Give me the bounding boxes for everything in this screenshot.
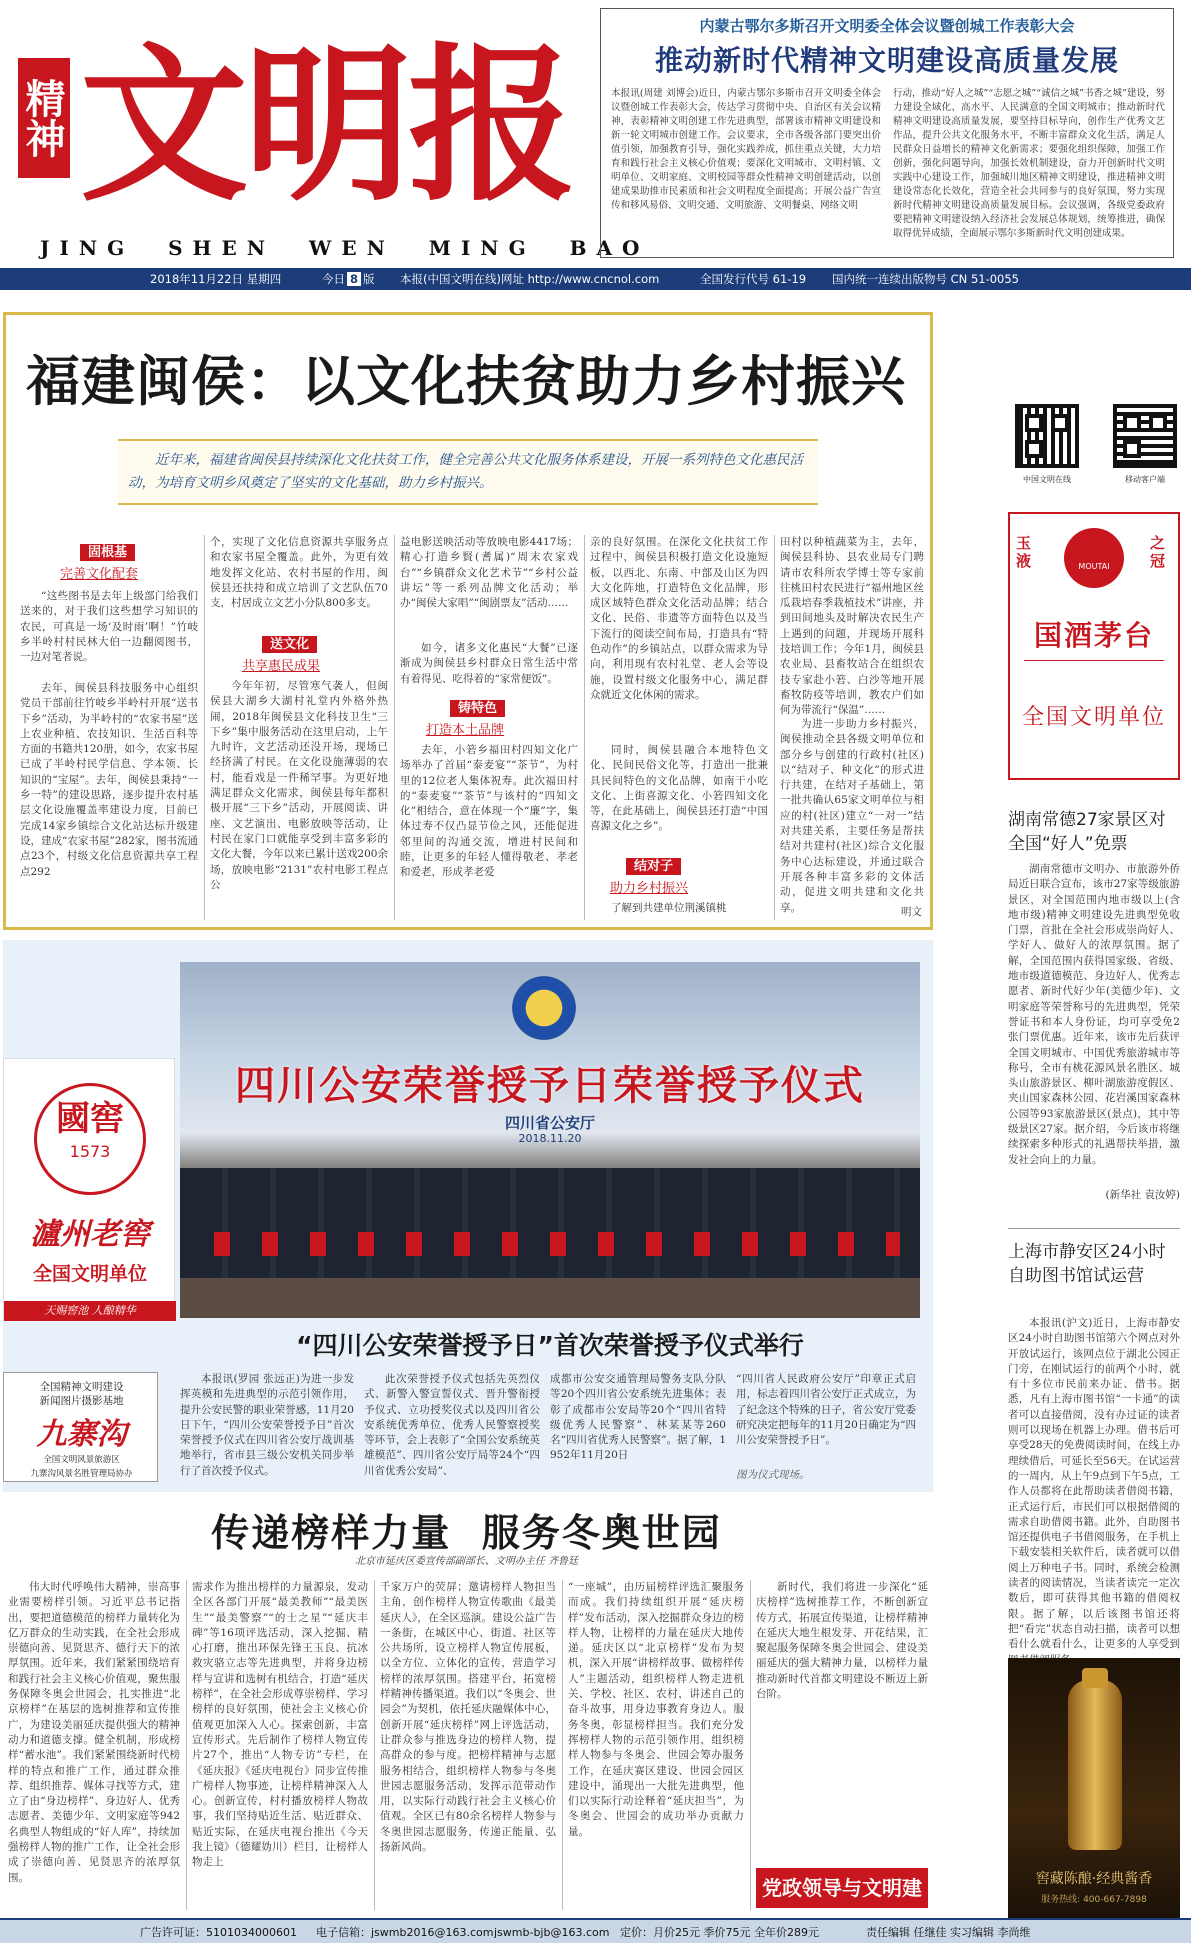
top-news-col2: 行动，推动“好人之城”“志愿之城”“诚信之城”书香之城”建设，努力建设全域化、高水平、人民满意的全国文明城市；推动新时代精神文明建设高质量发展，要坚持目标导向，创作生产优秀文艺作品，提升公共文化服务水平，不断丰富群众文化生活，满足人民群众日益增长的精神文化新需求；要强化组织保障，加强工作创新，强化问题导向，加强长效机制建设，奋力开创新时代文明实践中心建设工作，加强城川地区精神文明建设，推进精神文明建设常态化长效化，营造全社会共同参与的良好氛围，努力实现新时代精神文明建设高质量发展目标。会议强调，各级党委政府要把精神文明建设纳入经济社会发展总体规划，统筹推进，确保取得优异成绩，全面展示鄂尔多斯新时代文明创建成果。 xyxy=(893,88,1165,239)
lead-subhead-2: 共享惠民成果 xyxy=(242,659,321,674)
top-news-col1: 本报讯(周建 刘博会)近日，内蒙古鄂尔多斯市召开文明委全体会议暨创城工作表彰大会，传达学习贯彻中央、自治区有关会议精神，表彰精神文明创建工作先进典型，部署该市精神文明建设和新一轮文明城市创建工作。会议要求，全市各级各部门要突出价值引领，加强教育引导，强化实践养成，抓住重点关键，大力培育和践行社会主义核心价值观；要深化文明城市、文明村镇、文明单位、文明家庭、文明校园等群众性精神文明创建活动，以创建成果助推市民素质和社会文明程度全面提高；开展公益广告宣传和移风易俗、文明交通、文明旅游、文明餐桌、网络文明 xyxy=(611,88,881,211)
bottom-col3: 千家万户的荧屏；邀请榜样人物担当主角，创作榜样人物宣传歌曲《最美延庆人》，在全区巡演。建设公益广告一条街，在城区中心、街道、社区等公共场所，设立榜样人物宣传展板，以全方位、立体化的宣传，营造学习榜样的浓厚氛围。搭建平台，拓宽榜样精神传播渠道。我们以“冬奥会、世园会”为契机，依托延庆融媒体中心，创新开展“延庆榜样”网上评选活动，让群众参与推选身边的榜样人物，提高群众的参与度。把榜样精神与志愿服务相结合，组织榜样人物参与冬奥世园志愿服务活动，发挥示范带动作用，以实际行动践行社会主义核心价值观。全区已有80余名榜样人物参与冬奥世园志愿服务，传递正能量、弘扬新风尚。 xyxy=(380,1581,556,1854)
moutai-unit: 全国文明单位 xyxy=(1021,705,1166,730)
qr-label-1: 中国文明在线 xyxy=(1023,475,1071,484)
date-bar xyxy=(0,268,1191,290)
col-divider xyxy=(374,1580,375,1910)
sidebar-story1-byline: (新华社 袁汝婷) xyxy=(1105,1189,1180,1201)
lead-col3-c: 去年，小箬乡福田村四知文化广场举办了首届“泰麦宴”“茶节”，为村里的12位老人集体祝寿。此次福田村的“泰麦宴”“茶节”与该村的“四知文化”相结合，意在体现一个“廉”字，集体过寿不仅凸显节俭之风，还能促进邻里间的沟通交流，增进村民间和睦，让更多的年轻人懂得敬老、孝老和爱老，形成孝老爱 xyxy=(400,744,578,879)
today-pages xyxy=(322,268,375,290)
bottom-byline: 北京市延庆区委宣传部副部长、文明办主任 齐鲁廷 xyxy=(354,1556,579,1567)
lead-badge-4 xyxy=(626,855,681,874)
footer-email2[interactable]: jswmb-bjb@163.com xyxy=(494,1926,610,1939)
sidebar-story1-text: 湖南常德市文明办、市旅游外侨局近日联合宣布，该市27家等级旅游景区，对全国范围内地市级以上(含地市级)精神文明建设先进典型免收门票，首批在全社会形成崇尚好人、学好人、做好人的浓厚氛围。据了解，全国范围内获得国家级、省级、地市级道德模范、身边好人、优秀志愿者、新时代好少年(美德少年)、文明家庭等荣誉称号的先进典型，凭荣誉证书和本人身份证，均可享受免2张门票优惠。近年来，该市先后获评全国文明城市、中国优秀旅游城市等称号，全市有桃花源风景名胜区、城头山旅游景区、柳叶湖旅游度假区、夹山国家森林公园、花岩溪国家森林公园等93家旅游景区(景点)，其中等级景区27家。据介绍，今后该市将继续探索多种形式的礼遇帮扶举措，激发社会向上的力量。 xyxy=(1008,863,1180,1166)
masthead-seal: 精神 xyxy=(18,58,70,178)
lead-col5-a: 田村以种植蔬菜为主，去年，闽侯县科协、县农业局专门聘请市农科所农学博士等专家前往桃田村农民进行“福州地区丝瓜栽培春季栽植技术”讲座，并到田间地头及时解决农民生产上遇到的问题，并现场开展科技培训工作；今年1月，闽侯县农业局、县畜牧站合在组织农技专家赴小箬、白沙等地开展畜牧防疫等培训，教农户们如何为带流行“保温”…… xyxy=(780,536,924,717)
col-divider xyxy=(584,535,585,920)
police-caption: 图为仪式现场。 xyxy=(736,1469,810,1481)
jzg-top2: 新闻图片摄影基地 xyxy=(39,1395,124,1407)
baijiu-ad[interactable] xyxy=(1008,1658,1180,1918)
lead-col2-b: 今年年初，尽管寒气袭人，但闽侯县大湖乡大湖村礼堂内外格外热闹，2018年闽侯县文化科技卫生“三下乡”集中服务活动在这里启动，上午九时许，文艺活动还没开场，现场已经挤满了村民。在文化设施薄弱的农村，能看戏是一件稀罕事。为更好地满足群众文化需求，闽侯县每年都积极开展“三下乡”活动，开展阅读、讲座、文艺演出、电影放映等活动，让村民在家门口就能享受到丰富多彩的文化大餐，今年以来已累计送戏200余场，放映电影“2131”农村电影工程点公 xyxy=(210,680,388,891)
col-divider xyxy=(204,535,205,920)
bottom-slogan-box: 党政领导与文明建 xyxy=(756,1868,928,1908)
moutai-brand: MOUTAI xyxy=(1078,562,1110,571)
guojiao-sub: 瀘州老窖 xyxy=(30,1217,150,1252)
sidebar-story2-title: 上海市静安区24小时自助图书馆试运营 xyxy=(1008,1242,1166,1286)
footer-price: 定价：月价25元 季价75元 全年价289元 xyxy=(620,1926,819,1939)
lead-story-box xyxy=(3,312,933,930)
sidebar-story2-text: 本报讯(沪文)近日，上海市静安区24小时自助图书馆第六个网点对外开放试运行，该网点位于湖北公园正门旁，在刚试运行的前两个小时，就有十多位市民前来办证、借书。据悉，凡有上海市图书馆“一卡通”的读者可以直接借阅，没有办过证的读者则可以现场在机器上办理。借书后可享受28天的免费阅读时间，在线上办理续借后，可延长至56天。在试运营的一周内，从上午9点到下午5点，工作人员都将在此帮助读者借阅书籍，正式运行后，市民们可以根据借阅的需求自助借阅书籍。此外，自助图书馆还提供电子书借阅服务，在手机上下载安装相关软件后，读者就可以借阅上万种电子书。同时，系统会检测读者的阅读情况，当读者读完一定次数后，即可获得其他书籍的借阅权限。据了解，以后该图书馆还将把“看完”状态自动扫描，读者可以想看什么就看什么，让更多的人享受到 xyxy=(1008,1317,1180,1651)
footer-email1[interactable]: 电子信箱：jswmb2016@163.com xyxy=(316,1926,494,1939)
lead-col4-a: 亲的良好氛围。在深化文化扶贫工作过程中，闽侯县积极打造文化设施短板，以西北、东南、中部及山区为四大文化阵地，打造特色文化品牌，形成区域特色群众文化活动品牌；结合文化、民俗、非遗等方面特色以及当下流行的阅读空间布局，打造具有“特色动作”的乡镇站点，以群众需求为导向，利用现有农村礼堂、老人会等设施，设置村级文化服务中心，满足群众就近文化休闲的需求。 xyxy=(590,536,768,701)
badge-gugenji: 固根基 xyxy=(80,544,135,561)
moutai-left-text: 玉液 xyxy=(1016,534,1032,570)
issue-date: 2018年11月22日 星期四 xyxy=(150,272,282,286)
issue-code: 全国发行代号 61-19 xyxy=(700,272,807,286)
jzg-top1: 全国精神文明建设 xyxy=(39,1381,124,1393)
police-banner-org: 四川省公安厅 xyxy=(504,1114,595,1132)
today-pages-number: 8 xyxy=(347,272,361,286)
jzg-sub1: 全国文明风景旅游区 xyxy=(43,1455,120,1465)
police-photo xyxy=(180,962,920,1318)
today-suffix: 版 xyxy=(363,272,375,286)
baijiu-caption: 窖藏陈酿·经典酱香 xyxy=(1035,1871,1153,1887)
lead-author: 明文 xyxy=(901,906,922,918)
qr-code-1[interactable] xyxy=(1015,404,1079,468)
guojiao-ad[interactable] xyxy=(3,1058,175,1320)
lead-badge-2 xyxy=(262,633,317,652)
lead-col3-a: 益电影送映活动等放映电影4417场；精心打造乡賢(耆属)“周末农家戏台”“乡镇群众文化艺术节”“乡村公益讲坛”等一系列品牌文化活动；举办“闽侯大家唱”“闽剧票友”活动…… xyxy=(400,536,578,610)
moutai-name: 国酒茅台 xyxy=(1033,619,1154,652)
qr-label-2: 移动客户端 xyxy=(1125,475,1165,484)
masthead-pinyin: JING SHEN WEN MING BAO xyxy=(40,236,650,260)
lead-col4-c: 了解到共建单位荆溪镇桃 xyxy=(611,902,727,914)
jzg-sub2: 九寨沟风景名胜管理局协办 xyxy=(30,1469,133,1479)
guojiao-year: 1573 xyxy=(69,1142,111,1161)
police-col4: “四川省人民政府公安厅”印章正式启用，标志着四川省公安厅正式成立，为了纪念这个特殊的日子，省公安厅党委研究决定把每年的11月20日确定为“四川公安荣誉授予日”。 xyxy=(736,1373,916,1447)
cn-number: 国内统一连续出版物号 CN 51-0055 xyxy=(832,272,1019,286)
bottom-col1: 伟大时代呼唤伟大精神，崇高事业需要榜样引领。习近平总书记指出，要把道德模范的榜样力量转化为亿万群众的生动实践，在全社会形成崇德向善、见贤思齐、德行天下的浓厚氛围。近年来，我们紧紧围绕培育和践行社会主义核心价值观，聚焦服务保障冬奥会世园会，扎实推进“北京榜样”在基层的选树推荐和宣传推广，为建设美丽延庆提供强大的精神动力和道德支撑。健全机制，形成榜样“蓄水池”。我们紧紧围绕新时代榜样的特点和推广工作，通过群众推荐、组织推荐、媒体寻找等方式，建立了由“身边榜样”、身边好人、优秀志愿者、美德少年、文明家庭等942名典型人物组成的“好人库”，持续加强榜样人物的推广工作，让全社会形成了崇德向善、见贤思齐的浓厚氛围。 xyxy=(8,1581,180,1884)
badge-songwenhua: 送文化 xyxy=(262,636,317,653)
moutai-logo-icon xyxy=(1064,528,1124,588)
bottom-col4: “一座城”，由历届榜样评选汇聚服务而成。我们持续组织开展“延庆榜样”发布活动，深入挖掘群众身边的榜样人物，让榜样的力量在延庆大地传递。延庆区以“北京榜样”发布为契机，深入开展“讲榜样故事、做榜样传人”主题活动，组织榜样人物走进机关、学校、社区、农村，讲述自己的奋斗故事，用身边事教育身边人。服务冬奥，彰显榜样担当。我们充分发挥榜样人物的示范引领作用，组织榜样人物参与冬奥会、世园会筹办服务工作，在延庆赛区建设、世园会园区建设中，涌现出一大批先进典型，他们以实际行动诠释着“延庆担当”，为冬奥会、世园会的成功举办贡献力量。 xyxy=(568,1581,744,1838)
police-col3: 成都市公安交通管理局警务支队分队等20个四川省公安系统先进集体；表彰了成都市公安局等20个“四川省特级优秀人民警察”、林某某等260名“四川省优秀人民警察”。据了解，1952年11月20日 xyxy=(550,1373,726,1462)
police-col2: 此次荣誉授予仪式包括先英烈仪式、新警入警宣誓仪式、晋升警衔授予仪式、立功授奖仪式以及四川省公安系统优秀单位、优秀人民警察授奖等环节，会上表彰了“全国公安系统英雄模范”、四川省公安厅局等24个“四川省优秀公安局”、 xyxy=(364,1373,540,1477)
divider xyxy=(1024,660,1164,661)
jiuzhaigou-ad[interactable] xyxy=(3,1372,158,1482)
lead-badge-3 xyxy=(450,697,505,716)
badge-jieduizi: 结对子 xyxy=(626,858,681,875)
police-headline: “四川公安荣誉授予日”首次荣誉授予仪式举行 xyxy=(296,1331,804,1360)
guojiao-seal-icon xyxy=(34,1083,146,1195)
footer-bar xyxy=(0,1918,1191,1943)
footer-license: 广告许可证：5101034000601 xyxy=(140,1926,297,1939)
moutai-ad[interactable] xyxy=(1008,512,1180,780)
stage-floor xyxy=(180,1278,920,1318)
police-col1: 本报讯(罗园 张远正)为进一步发挥英模和先进典型的示范引领作用，提升公安民警的职业荣誉感，11月20日下午，“四川公安荣誉授予日”首次荣誉授予仪式在四川省公安厅战训基地举行，省市县三级公安机关同步举行了首次授予仪式。 xyxy=(180,1373,354,1477)
lead-col1-a: “这些图书是去年上级部门给我们送来的，对于我们这些想学习知识的农民，可真是一场‘及时雨’啊！”竹岐乡半岭村村民林大伯一边翻阅图书，一边对笔者说。 xyxy=(20,590,198,664)
footer-editors: 责任编辑 任继佳 实习编辑 李尚维 xyxy=(866,1926,1031,1939)
bottom-headline: 传递榜样力量 服务冬奥世园 xyxy=(211,1511,722,1555)
lead-subhead-4: 助力乡村振兴 xyxy=(610,881,689,896)
qr-code-2[interactable] xyxy=(1113,404,1177,468)
moutai-right-text: 之冠 xyxy=(1150,534,1166,570)
police-banner-date: 2018.11.20 xyxy=(518,1132,582,1145)
lead-badge-1 xyxy=(80,541,135,560)
baijiu-phone: 服务热线: 400-667-7898 xyxy=(1041,1895,1147,1905)
sidebar-story1-title: 湖南常德27家景区对全国“好人”免票 xyxy=(1008,810,1166,854)
guojiao-brand: 國窖 xyxy=(56,1099,124,1139)
lead-headline: 福建闽侯：以文化扶贫助力乡村振兴 xyxy=(26,350,906,413)
col-divider xyxy=(394,535,395,920)
bottle-image xyxy=(1068,1680,1122,1850)
col-divider xyxy=(186,1580,187,1910)
masthead xyxy=(0,0,1191,275)
lead-col3-b: 如今，诸多文化惠民“大餐”已逐渐成为闽侯县乡村群众日常生活中常有着得见、吃得着的“家常便饭”。 xyxy=(400,642,578,685)
masthead-title: 文明报 xyxy=(80,26,572,224)
police-emblem-icon xyxy=(512,976,576,1040)
lead-col4-b: 同时，闽侯县融合本地特色文化、民间民俗文化等，打造出一批兼具民间特色的文化品牌，如南干小吃文化、上街喜源文化、小箬四知文化等，在此基础上，闽侯县还打造“中国喜源文化之乡”。 xyxy=(590,744,768,833)
lead-col2-a: 个，实现了文化信息资源共享服务点和农家书屋全覆盖。此外，为更有效地发挥文化站、农村书屋的作用，闽侯县还扶持和成立培训了文艺队伍70支，村居成立文艺小分队800多支。 xyxy=(210,536,388,610)
lead-intro-box xyxy=(118,439,818,505)
police-banner-title: 四川公安荣誉授予日荣誉授予仪式 xyxy=(235,1063,865,1109)
guojiao-slogan: 天赐窖池 人酿精华 xyxy=(4,1301,176,1321)
top-news-box xyxy=(600,8,1174,258)
top-news-headline: 推动新时代精神文明建设高质量发展 xyxy=(654,44,1119,77)
col-divider xyxy=(562,1580,563,1910)
badge-zhutese: 铸特色 xyxy=(450,700,505,717)
top-news-kicker: 内蒙古鄂尔多斯召开文明委全体会议暨创城工作表彰大会 xyxy=(699,17,1075,35)
bottom-col5: 新时代，我们将进一步深化“延庆榜样”选树推荐工作，不断创新宣传方式，拓展宣传渠道，让榜样精神在延庆大地生根发芽、开花结果，汇聚起服务保障冬奥会世园会、建设美丽延庆的强大精神力量，以榜样力量推动新时代首都文明建设不断迈上新台阶。 xyxy=(756,1581,928,1701)
lead-subhead-1: 完善文化配套 xyxy=(60,567,139,582)
website-link[interactable]: 本报(中国文明在线)网址 http://www.cncnol.com xyxy=(400,272,660,286)
lead-col1-b: 去年，闽侯县科技服务中心组织党员干部前往竹岐乡半岭村开展“送书下乡”活动，为半岭村的“农家书屋”送上农业种植、农技知识、生活百科等方面的书籍共120册，如今，农家书屋已成了半岭村民学信息、学本领、长知识的“宝屋”。去年，闽侯县秉持“一乡一特”的建设思路，逐步提升农村基层文化设施覆盖率建设力度，目前已完成14家乡镇综合文化站达标升级建设，建成“农家书屋”282家，图书流通点23个，村级文化信息资源共享工程点292 xyxy=(20,682,198,878)
lead-subhead-3: 打造本土品牌 xyxy=(426,723,505,738)
divider xyxy=(1008,1228,1180,1229)
certificates-row xyxy=(200,1232,900,1256)
col-divider xyxy=(774,535,775,920)
lead-intro: 近年来，福建省闽侯县持续深化文化扶贫工作，健全完善公共文化服务体系建设，开展一系列特色文化惠民活动，为培育文明乡风奠定了坚实的文化基础，助力乡村振兴。 xyxy=(128,452,803,491)
col-divider xyxy=(750,1580,751,1910)
bottom-col2: 需求作为推出榜样的力量源泉，发动全区各部门开展“最美教师”“最美医生”“最美警察”“的士之星”“延庆丰碑”等16项评选活动，深入挖掘、精心打磨，推出环保先锋王玉良、抗冰救灾骆立志等先进典型，并将身边榜样与宣讲和选树有机结合，打造“延庆榜样”，在全社会形成尊崇榜样、学习榜样的良好氛围，使社会主义核心价值观更加深入人心。探索创新，丰富宣传形式。先后制作了榜样人物宣传片27个，推出“人物专访”专栏，在《延庆报》《延庆电视台》同步宣传推广榜样人物事迹，让榜样精神深入人心。创新宣传，村村播放榜样人物故事，我们坚持贴近生活、贴近群众、贴近实际，在延庆电视台推出《今天我上镜》（德耀妫川）栏目，让榜样人物走上 xyxy=(192,1581,368,1869)
lead-col5-b: 为进一步助力乡村振兴，闽侯推动全县各级文明单位和部分乡与创建的行政村(社区)以“结对子、种文化”的形式进行共建，在结对子基础上，第一批共确认65家文明单位与相应的村(社区)建立“一对一”结对共建关系，主要任务是帮扶结对共建村(社区)综合文化服务中心达标建设，并通过联合开展各种丰富多彩的文体活动，促进文明共建和文化共享。 xyxy=(780,718,924,914)
today-label: 今日 xyxy=(322,272,345,286)
jzg-name: 九寨沟 xyxy=(36,1417,127,1452)
bottle-cap xyxy=(1082,1668,1108,1688)
guojiao-unit: 全国文明单位 xyxy=(32,1263,147,1285)
